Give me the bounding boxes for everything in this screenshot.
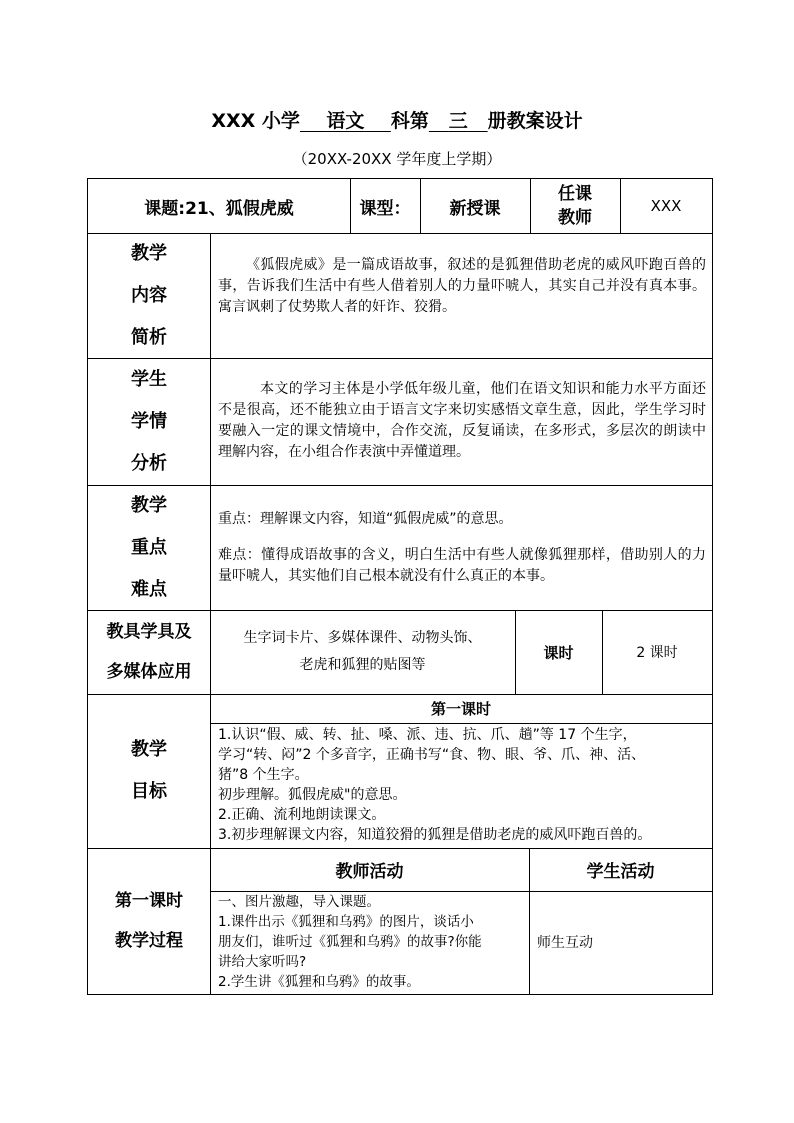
goal-line: 猪”8 个生字。 xyxy=(218,767,309,783)
teacher-label: 任课 教师 xyxy=(558,184,592,228)
page-subtitle: （20XX-20XX 学年度上学期） xyxy=(292,150,502,168)
students-label: 学生 学情 分析 xyxy=(131,368,167,474)
teacher-activity-list xyxy=(218,892,524,992)
goal-line: 2.正确、流利地朗读课文。 xyxy=(218,807,386,823)
key-focus: 重点：理解课文内容，知道“狐假虎威”的意思。 xyxy=(218,511,513,527)
content-label: 教学 内容 简析 xyxy=(131,242,167,348)
student-activity-text: 师生互动 xyxy=(537,935,593,951)
goals-list xyxy=(218,725,710,845)
activity-line: 讲给大家听吗? xyxy=(218,954,307,970)
teacher-value: XXX xyxy=(650,197,682,215)
process-label: 第一课时 教学过程 xyxy=(115,891,183,951)
page-title xyxy=(0,106,794,133)
title-school: XXX 小学 xyxy=(211,110,300,132)
title-suffix: 册教案设计 xyxy=(487,110,583,132)
title-subject: 语文 xyxy=(326,110,365,132)
activity-line: 2.学生讲《狐狸和乌鸦》的故事。 xyxy=(218,974,420,990)
key-points-label: 教学 重点 难点 xyxy=(131,494,167,600)
teacher-activity-header: 教师活动 xyxy=(335,862,404,882)
students-text: 本文的学习主体是小学低年级儿童，他们在语文知识和能力水平方面还不是很高，还不能独立由于语言文字来切实感悟文章生意，因此，学生学习时要融入一定的课文情境中，合作交流，反复诵读，在多形式，多层次的朗读中理解内容，在小组合作表演中弄懂道理。 xyxy=(218,381,706,460)
activity-line: 一、图片激趣，导入课题。 xyxy=(218,894,380,910)
goals-header: 第一课时 xyxy=(430,700,491,718)
goal-line: 学习“转、闷”2 个多音字，正确书写“食、物、眼、爷、爪、神、活、 xyxy=(218,747,646,763)
goal-line: 3.初步理解课文内容，知道狡猾的狐狸是借助老虎的威风吓跑百兽的。 xyxy=(218,827,652,843)
student-activity-header: 学生活动 xyxy=(586,862,655,882)
key-difficulty: 难点：懂得成语故事的含义，明白生活中有些人就像狐狸那样，借助别人的力量吓唬人，其实他们自己根本就没有什么真正的本事。 xyxy=(218,547,706,584)
tools-text: 生字词卡片、多媒体课件、动物头饰、 老虎和狐狸的贴图等 xyxy=(243,630,482,673)
type-label: 课型： xyxy=(359,198,411,219)
hours-value: 2 课时 xyxy=(636,645,678,661)
goal-line: 1.认识“假、威、转、扯、嗓、派、违、抗、爪、趟”等 17 个生字， xyxy=(218,727,637,743)
goals-label: 教学 目标 xyxy=(131,739,167,802)
rule xyxy=(210,723,712,724)
content-text: 《狐假虎威》是一篇成语故事，叙述的是狐狸借助老虎的威风吓跑百兽的事，告诉我们生活中有些人借着别人的力量吓唬人，其实自己并没有真本事。寓言讽刺了仗势欺人者的奸诈、狡猾。 xyxy=(218,257,706,315)
goal-line: 初步理解。狐假虎威"的意思。 xyxy=(218,787,407,803)
lesson-title: 课题:21、狐假虎威 xyxy=(144,198,294,219)
title-volume: 三 xyxy=(448,110,468,132)
activity-line: 1.课件出示《狐狸和乌鸦》的图片，谈话小 xyxy=(218,914,474,930)
title-ke: 科第 xyxy=(390,110,429,132)
type-value: 新授课 xyxy=(449,198,501,219)
tools-label: 教具学具及 多媒体应用 xyxy=(106,622,192,682)
lesson-plan-table xyxy=(87,178,713,995)
activity-line: 朋友们，谁听过《狐狸和乌鸦》的故事?你能 xyxy=(218,934,482,950)
hours-label: 课时 xyxy=(543,643,574,662)
